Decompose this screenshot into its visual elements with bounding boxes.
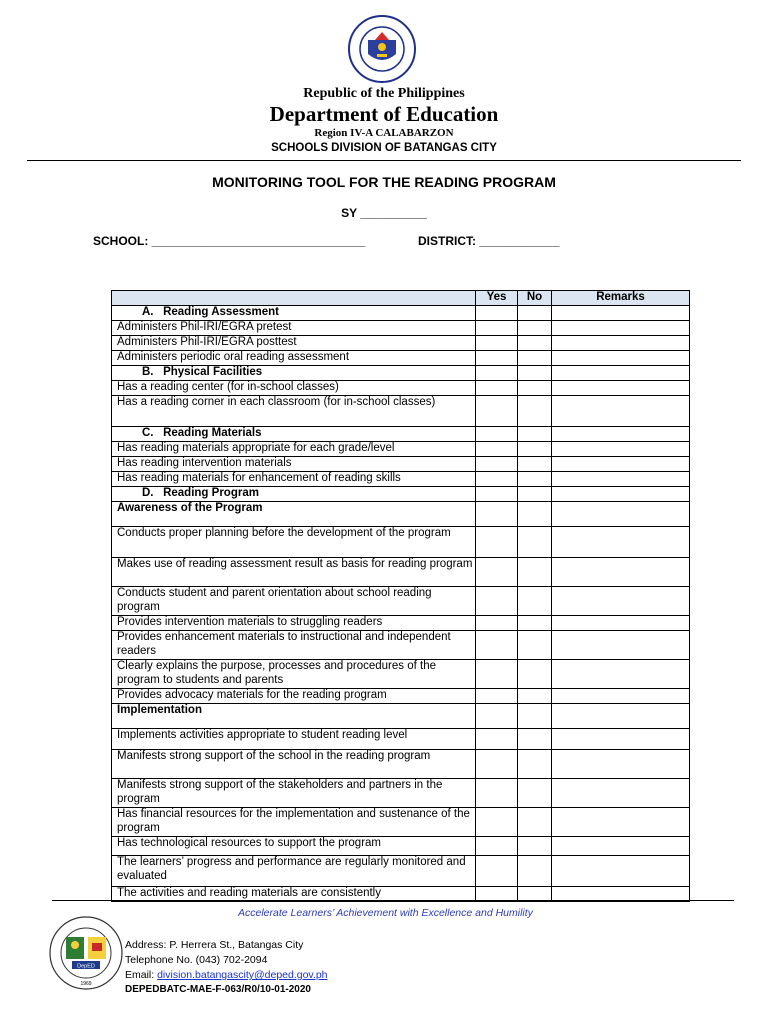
subsection-row (112, 704, 690, 729)
form-title: MONITORING TOOL FOR THE READING PROGRAM (212, 174, 556, 190)
yes-cell[interactable] (476, 502, 518, 527)
footer-address: Address: P. Herrera St., Batangas City (125, 939, 304, 951)
table-row (112, 660, 690, 689)
table-row (112, 808, 690, 837)
footer-motto: Accelerate Learners’ Achievement with Excellence and Humility (238, 907, 533, 919)
table-row (112, 837, 690, 856)
section-row (112, 306, 690, 321)
remarks-cell[interactable] (552, 472, 690, 487)
region-heading: Region IV-A CALABARZON (314, 127, 454, 139)
yes-cell[interactable] (476, 336, 518, 351)
remarks-cell[interactable] (552, 808, 690, 837)
no-cell[interactable] (518, 457, 552, 472)
remarks-cell[interactable] (552, 396, 690, 427)
no-cell[interactable] (518, 729, 552, 750)
remarks-cell[interactable] (552, 587, 690, 616)
yes-cell[interactable] (476, 351, 518, 366)
yes-cell[interactable] (476, 527, 518, 558)
remarks-cell[interactable] (552, 660, 690, 689)
yes-cell[interactable] (476, 689, 518, 704)
yes-cell[interactable] (476, 381, 518, 396)
no-cell[interactable] (518, 442, 552, 457)
sy-field[interactable]: SY __________ (341, 206, 427, 220)
email-label: Email: (125, 969, 158, 981)
indicator-cell: C. Reading Materials (112, 427, 476, 442)
yes-cell[interactable] (476, 631, 518, 660)
footer-divider (52, 900, 734, 901)
document-code: DEPEDBATC-MAE-F-063/R0/10-01-2020 (125, 984, 311, 995)
indicator-cell: Has reading intervention materials (112, 457, 476, 472)
yes-cell[interactable] (476, 729, 518, 750)
table-row (112, 631, 690, 660)
indicator-cell: Administers Phil-IRI/EGRA posttest (112, 336, 476, 351)
table-row (112, 396, 690, 427)
remarks-cell[interactable] (552, 351, 690, 366)
remarks-cell[interactable] (552, 779, 690, 808)
no-cell[interactable] (518, 502, 552, 527)
no-cell[interactable] (518, 704, 552, 729)
no-cell[interactable] (518, 351, 552, 366)
indicator-cell: Conducts proper planning before the development of the program (112, 527, 476, 558)
remarks-cell[interactable] (552, 689, 690, 704)
table-row (112, 381, 690, 396)
no-cell[interactable] (518, 366, 552, 381)
yes-cell[interactable] (476, 587, 518, 616)
indicator-cell: Administers Phil-IRI/EGRA pretest (112, 321, 476, 336)
table-row (112, 729, 690, 750)
indicator-cell: Has a reading corner in each classroom (for in-school classes) (112, 396, 476, 427)
logo-deped-text: DepED (77, 963, 95, 970)
header-indicator (112, 291, 476, 306)
republic-heading: Republic of the Philippines (303, 86, 465, 101)
header-no: No (518, 291, 552, 306)
table-row (112, 558, 690, 587)
no-cell[interactable] (518, 427, 552, 442)
section-row (112, 487, 690, 502)
remarks-cell[interactable] (552, 457, 690, 472)
table-header-row (112, 291, 690, 306)
remarks-cell[interactable] (552, 366, 690, 381)
remarks-cell[interactable] (552, 427, 690, 442)
yes-cell[interactable] (476, 558, 518, 587)
no-cell[interactable] (518, 837, 552, 856)
remarks-cell[interactable] (552, 381, 690, 396)
subsection-row (112, 502, 690, 527)
yes-cell[interactable] (476, 427, 518, 442)
yes-cell[interactable] (476, 808, 518, 837)
yes-cell[interactable] (476, 837, 518, 856)
table-row (112, 457, 690, 472)
indicator-cell: Administers periodic oral reading assessment (112, 351, 476, 366)
remarks-cell[interactable] (552, 487, 690, 502)
district-field[interactable]: DISTRICT: ____________ (418, 234, 560, 248)
remarks-cell[interactable] (552, 336, 690, 351)
no-cell[interactable] (518, 660, 552, 689)
table-row (112, 779, 690, 808)
remarks-cell[interactable] (552, 704, 690, 729)
indicator-cell: Has reading materials appropriate for each grade/level (112, 442, 476, 457)
indicator-cell: Has reading materials for enhancement of reading skills (112, 472, 476, 487)
footer-email (125, 969, 328, 981)
yes-cell[interactable] (476, 321, 518, 336)
no-cell[interactable] (518, 396, 552, 427)
header-yes: Yes (476, 291, 518, 306)
logo-year-text: 1969 (80, 981, 92, 987)
remarks-cell[interactable] (552, 306, 690, 321)
remarks-cell[interactable] (552, 442, 690, 457)
no-cell[interactable] (518, 750, 552, 779)
no-cell[interactable] (518, 616, 552, 631)
remarks-cell[interactable] (552, 502, 690, 527)
no-cell[interactable] (518, 336, 552, 351)
table-row (112, 587, 690, 616)
indicator-cell: B. Physical Facilities (112, 366, 476, 381)
yes-cell[interactable] (476, 457, 518, 472)
indicator-cell: Manifests strong support of the stakeholders and partners in the program (112, 779, 476, 808)
table-row (112, 321, 690, 336)
yes-cell[interactable] (476, 472, 518, 487)
indicator-cell: Has technological resources to support the program (112, 837, 476, 856)
no-cell[interactable] (518, 487, 552, 502)
table-row (112, 616, 690, 631)
yes-cell[interactable] (476, 396, 518, 427)
yes-cell[interactable] (476, 856, 518, 887)
no-cell[interactable] (518, 321, 552, 336)
no-cell[interactable] (518, 631, 552, 660)
no-cell[interactable] (518, 689, 552, 704)
no-cell[interactable] (518, 558, 552, 587)
indicator-cell: A. Reading Assessment (112, 306, 476, 321)
table-row (112, 689, 690, 704)
yes-cell[interactable] (476, 779, 518, 808)
sdo-batangas-logo (42, 915, 130, 991)
indicator-cell: Awareness of the Program (112, 502, 476, 527)
no-cell[interactable] (518, 587, 552, 616)
header-remarks: Remarks (552, 291, 690, 306)
monitoring-table (111, 290, 690, 902)
no-cell[interactable] (518, 472, 552, 487)
indicator-cell: Clearly explains the purpose, processes and procedures of the program to students and parents (112, 660, 476, 689)
yes-cell[interactable] (476, 660, 518, 689)
indicator-cell: Implements activities appropriate to student reading level (112, 729, 476, 750)
table-row (112, 750, 690, 779)
footer-telephone: Telephone No. (043) 702-2094 (125, 954, 268, 966)
remarks-cell[interactable] (552, 837, 690, 856)
email-link[interactable]: division.batangascity@deped.gov.ph (157, 969, 328, 981)
indicator-cell: Conducts student and parent orientation about school reading program (112, 587, 476, 616)
deped-seal-logo (342, 14, 422, 84)
indicator-cell: Implementation (112, 704, 476, 729)
table-body (112, 306, 690, 902)
yes-cell[interactable] (476, 306, 518, 321)
remarks-cell[interactable] (552, 856, 690, 887)
indicator-cell: Has a reading center (for in-school classes) (112, 381, 476, 396)
yes-cell[interactable] (476, 487, 518, 502)
yes-cell[interactable] (476, 366, 518, 381)
no-cell[interactable] (518, 306, 552, 321)
indicator-cell: The activities and reading materials are consistently (112, 887, 476, 902)
yes-cell[interactable] (476, 442, 518, 457)
indicator-cell: Provides advocacy materials for the reading program (112, 689, 476, 704)
table-row (112, 351, 690, 366)
remarks-cell[interactable] (552, 527, 690, 558)
department-heading: Department of Education (269, 102, 499, 126)
yes-cell[interactable] (476, 704, 518, 729)
indicator-cell: Makes use of reading assessment result as basis for reading program (112, 558, 476, 587)
remarks-cell[interactable] (552, 321, 690, 336)
indicator-cell: Provides enhancement materials to instructional and independent readers (112, 631, 476, 660)
no-cell[interactable] (518, 856, 552, 887)
table-row (112, 442, 690, 457)
section-row (112, 427, 690, 442)
no-cell[interactable] (518, 779, 552, 808)
division-heading: SCHOOLS DIVISION OF BATANGAS CITY (271, 142, 497, 154)
remarks-cell[interactable] (552, 616, 690, 631)
no-cell[interactable] (518, 527, 552, 558)
indicator-cell: The learners’ progress and performance are regularly monitored and evaluated (112, 856, 476, 887)
remarks-cell[interactable] (552, 750, 690, 779)
indicator-cell: Has financial resources for the implementation and sustenance of the program (112, 808, 476, 837)
remarks-cell[interactable] (552, 729, 690, 750)
yes-cell[interactable] (476, 616, 518, 631)
indicator-cell: Manifests strong support of the school in the reading program (112, 750, 476, 779)
no-cell[interactable] (518, 808, 552, 837)
table-row (112, 336, 690, 351)
table-row (112, 472, 690, 487)
table-row (112, 856, 690, 887)
header-divider (27, 160, 741, 161)
table-row (112, 527, 690, 558)
remarks-cell[interactable] (552, 631, 690, 660)
school-field[interactable]: SCHOOL: ________________________________ (93, 234, 366, 248)
indicator-cell: D. Reading Program (112, 487, 476, 502)
section-row (112, 366, 690, 381)
yes-cell[interactable] (476, 750, 518, 779)
no-cell[interactable] (518, 381, 552, 396)
remarks-cell[interactable] (552, 558, 690, 587)
indicator-cell: Provides intervention materials to struggling readers (112, 616, 476, 631)
